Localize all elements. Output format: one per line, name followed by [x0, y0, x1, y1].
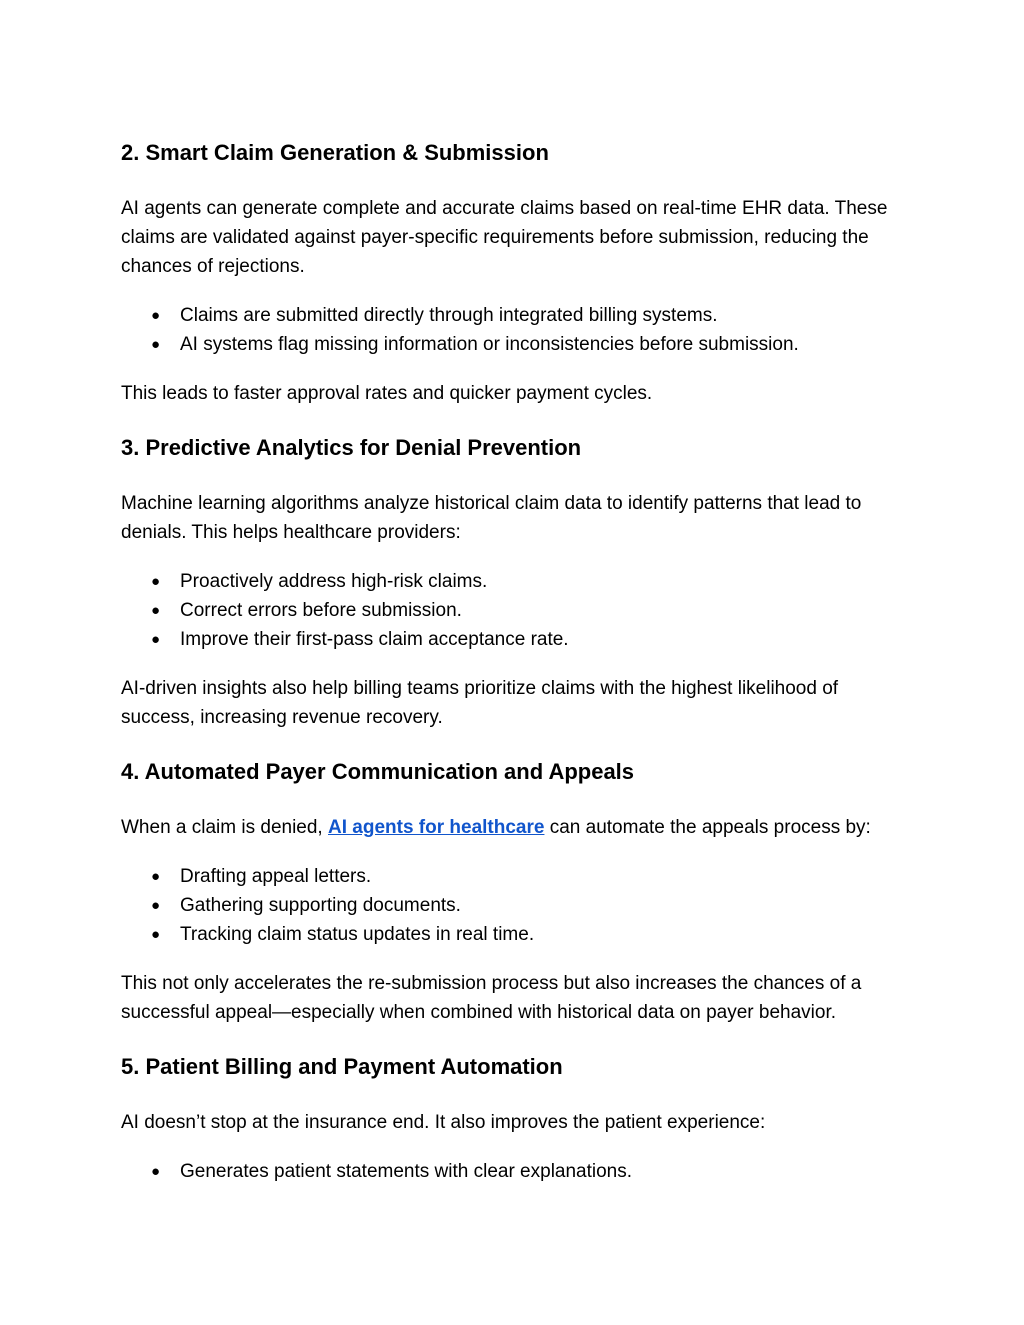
document-page	[121, 138, 911, 1186]
list-item	[121, 596, 911, 625]
list-item	[121, 625, 911, 654]
section-intro-payer-communication	[121, 813, 911, 842]
list-item-text: Drafting appeal letters.	[180, 866, 372, 887]
bullet-list-smart-claim	[121, 301, 911, 359]
section-intro-predictive-analytics: Machine learning algorithms analyze historical claim data to identify patterns that lead to denials. This helps healthcare providers:	[121, 493, 862, 543]
section-outro-predictive-analytics: AI-driven insights also help billing teams prioritize claims with the highest likelihood of success, increasing revenue recovery.	[121, 678, 839, 728]
section-heading-payer-communication: 4. Automated Payer Communication and Appeals	[121, 759, 635, 784]
list-item-text: Tracking claim status updates in real time.	[180, 924, 535, 945]
bullet-icon: ●	[151, 602, 161, 619]
list-item-text: Generates patient statements with clear explanations.	[180, 1161, 633, 1182]
list-item	[121, 567, 911, 596]
bullet-list-predictive-analytics	[121, 567, 911, 654]
section-heading-smart-claim: 2. Smart Claim Generation & Submission	[121, 140, 549, 165]
list-item	[121, 330, 911, 359]
section-outro-payer-communication: This not only accelerates the re-submission process but also increases the chances of a successful appeal—especially when combined with historical data on payer behavior.	[121, 973, 862, 1023]
bullet-icon: ●	[151, 573, 161, 590]
list-item	[121, 1157, 911, 1186]
bullet-icon: ●	[151, 926, 161, 943]
bullet-list-patient-billing	[121, 1157, 911, 1186]
list-item	[121, 301, 911, 330]
intro-text-after-link: can automate the appeals process by:	[544, 817, 871, 838]
section-intro-smart-claim: AI agents can generate complete and accurate claims based on real-time EHR data. These claims are validated against payer-specific requirements before submission, reducing the chances of rejections.	[121, 198, 888, 277]
ai-agents-healthcare-link[interactable]: AI agents for healthcare	[328, 817, 545, 838]
list-item	[121, 920, 911, 949]
list-item	[121, 891, 911, 920]
bullet-icon: ●	[151, 897, 161, 914]
section-heading-predictive-analytics: 3. Predictive Analytics for Denial Prevention	[121, 435, 582, 460]
bullet-icon: ●	[151, 336, 161, 353]
bullet-icon: ●	[151, 1163, 161, 1180]
section-heading-patient-billing: 5. Patient Billing and Payment Automation	[121, 1054, 563, 1079]
bullet-icon: ●	[151, 868, 161, 885]
list-item-text: Gathering supporting documents.	[180, 895, 461, 916]
list-item-text: AI systems flag missing information or inconsistencies before submission.	[180, 334, 799, 355]
bullet-icon: ●	[151, 307, 161, 324]
bullet-list-payer-communication	[121, 862, 911, 949]
intro-text-before-link: When a claim is denied,	[121, 817, 328, 838]
section-outro-smart-claim: This leads to faster approval rates and quicker payment cycles.	[121, 383, 653, 404]
list-item-text: Correct errors before submission.	[180, 600, 462, 621]
list-item-text: Claims are submitted directly through integrated billing systems.	[180, 305, 718, 326]
list-item	[121, 862, 911, 891]
list-item-text: Improve their first-pass claim acceptance rate.	[180, 629, 569, 650]
bullet-icon: ●	[151, 631, 161, 648]
list-item-text: Proactively address high-risk claims.	[180, 571, 488, 592]
section-intro-patient-billing: AI doesn’t stop at the insurance end. It also improves the patient experience:	[121, 1112, 766, 1133]
